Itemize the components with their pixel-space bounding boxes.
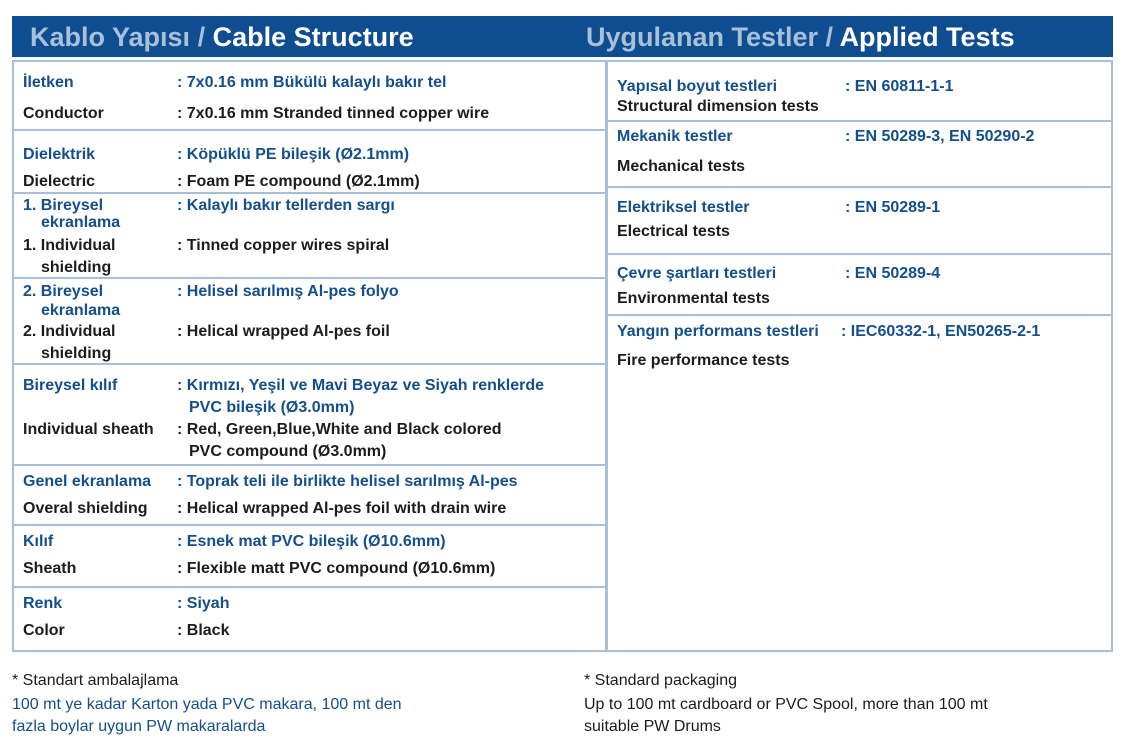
divider (14, 586, 605, 588)
shield2-label-en-1: 2. Individual (23, 323, 116, 340)
divider (608, 253, 1111, 255)
shield2-label-tr-1: 2. Bireysel (23, 283, 104, 300)
conductor-value-en: : 7x0.16 mm Stranded tinned copper wire (177, 105, 490, 122)
conductor-label-tr: İletken (23, 74, 74, 91)
ind-sheath-value-tr-2: PVC bileşik (Ø3.0mm) (189, 399, 355, 416)
packaging-line1-tr: 100 mt ye kadar Karton yada PVC makara, 100 mt den (12, 696, 402, 713)
shield2-value-tr: : Helisel sarılmış Al-pes folyo (177, 283, 399, 300)
mechanical-test-label-tr: Mekanik testler (617, 128, 733, 145)
environmental-test-label-tr: Çevre şartları testleri (617, 265, 777, 282)
divider (14, 464, 605, 466)
dielectric-value-tr: : Köpüklü PE bileşik (Ø2.1mm) (177, 146, 410, 163)
fire-test-label-tr: Yangın performans testleri (617, 323, 819, 340)
structural-test-label-tr: Yapısal boyut testleri (617, 78, 778, 95)
shield1-value-tr: : Kalaylı bakır tellerden sargı (177, 197, 395, 214)
sheath-value-tr: : Esnek mat PVC bileşik (Ø10.6mm) (177, 533, 446, 550)
conductor-label-en: Conductor (23, 105, 104, 122)
fire-test-label-en: Fire performance tests (617, 352, 790, 369)
cable-structure-panel (12, 60, 607, 652)
electrical-test-label-en: Electrical tests (617, 223, 730, 240)
shield1-label-en-2: shielding (41, 259, 112, 276)
ind-sheath-label-en: Individual sheath (23, 421, 154, 438)
shield1-label-tr-1: 1. Bireysel (23, 197, 104, 214)
sheath-label-en: Sheath (23, 560, 77, 577)
overall-shield-value-tr: : Toprak teli ile birlikte helisel sarılmış Al-pes (177, 473, 518, 490)
shield2-label-tr-2: ekranlama (41, 302, 121, 319)
color-value-en: : Black (177, 622, 230, 639)
environmental-test-standard: : EN 50289-4 (845, 265, 941, 282)
divider (14, 524, 605, 526)
divider (14, 363, 605, 365)
packaging-line2-en: suitable PW Drums (584, 718, 721, 735)
overall-shield-label-en: Overal shielding (23, 500, 148, 517)
shield1-label-en-1: 1. Individual (23, 237, 116, 254)
ind-sheath-value-en-1: : Red, Green,Blue,White and Black colored (177, 421, 502, 438)
ind-sheath-value-en-2: PVC compound (Ø3.0mm) (189, 443, 387, 460)
electrical-test-standard: : EN 50289-1 (845, 199, 941, 216)
divider (608, 314, 1111, 316)
divider (608, 120, 1111, 122)
packaging-line2-tr: fazla boylar uygun PW makaralarda (12, 718, 266, 735)
ind-sheath-label-tr: Bireysel kılıf (23, 377, 118, 394)
mechanical-test-standard: : EN 50289-3, EN 50290-2 (845, 128, 1035, 145)
color-label-tr: Renk (23, 595, 63, 612)
electrical-test-label-tr: Elektriksel testler (617, 199, 750, 216)
shield2-label-en-2: shielding (41, 345, 112, 362)
divider (14, 277, 605, 279)
environmental-test-label-en: Environmental tests (617, 290, 770, 307)
divider (14, 129, 605, 131)
dielectric-value-en: : Foam PE compound (Ø2.1mm) (177, 173, 420, 190)
ind-sheath-value-tr-1: : Kırmızı, Yeşil ve Mavi Beyaz ve Siyah renklerde (177, 377, 545, 394)
cable-structure-title: Kablo Yapısı / Cable Structure (30, 22, 414, 52)
packaging-title-en: * Standard packaging (584, 672, 737, 689)
color-value-tr: : Siyah (177, 595, 230, 612)
packaging-line1-en: Up to 100 mt cardboard or PVC Spool, more than 100 mt (584, 696, 988, 713)
mechanical-test-label-en: Mechanical tests (617, 158, 746, 175)
divider (14, 192, 605, 194)
divider (608, 186, 1111, 188)
sheath-label-tr: Kılıf (23, 533, 54, 550)
structural-test-label-en: Structural dimension tests (617, 98, 819, 115)
packaging-title-tr: * Standart ambalajlama (12, 672, 179, 689)
color-label-en: Color (23, 622, 65, 639)
sheath-value-en: : Flexible matt PVC compound (Ø10.6mm) (177, 560, 496, 577)
shield1-label-tr-2: ekranlama (41, 214, 121, 231)
conductor-value-tr: : 7x0.16 mm Bükülü kalaylı bakır tel (177, 74, 447, 91)
applied-tests-panel (606, 60, 1113, 652)
shield2-value-en: : Helical wrapped Al-pes foil (177, 323, 390, 340)
fire-test-standard: : IEC60332-1, EN50265-2-1 (841, 323, 1041, 340)
overall-shield-value-en: : Helical wrapped Al-pes foil with drain wire (177, 500, 507, 517)
dielectric-label-en: Dielectric (23, 173, 96, 190)
header-bar (12, 16, 1113, 57)
dielectric-label-tr: Dielektrik (23, 146, 96, 163)
overall-shield-label-tr: Genel ekranlama (23, 473, 152, 490)
shield1-value-en: : Tinned copper wires spiral (177, 237, 390, 254)
structural-test-standard: : EN 60811-1-1 (845, 78, 954, 95)
applied-tests-title: Uygulanan Testler / Applied Tests (586, 22, 1015, 52)
